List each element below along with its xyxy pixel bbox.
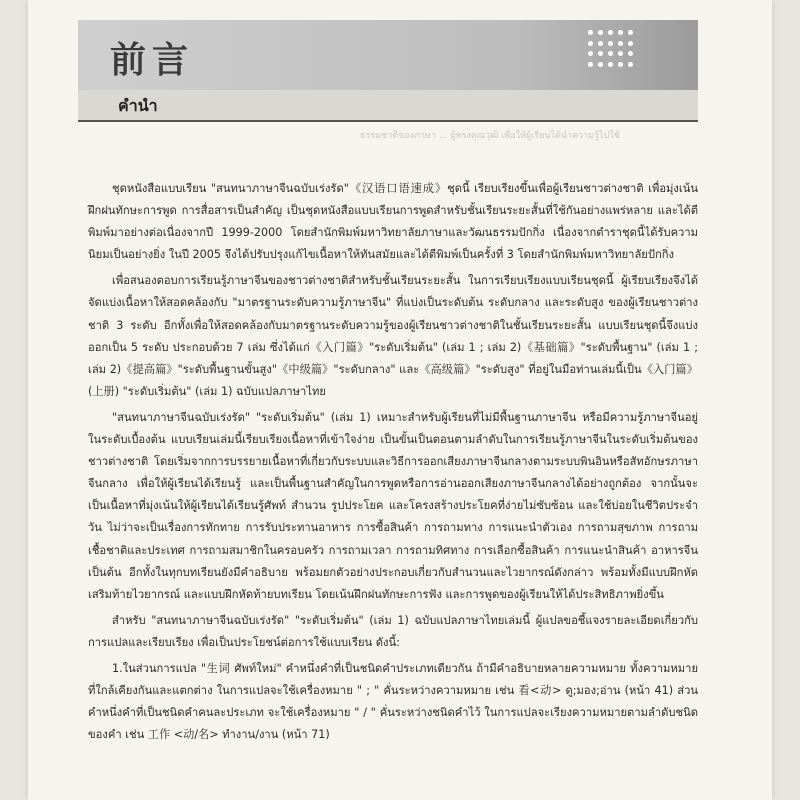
preface-body bbox=[88, 178, 698, 750]
paragraph: "สนทนาภาษาจีนฉบับเร่งรัด" "ระดับเริ่มต้น" (เล่ม 1) เหมาะสำหรับผู้เรียนที่ไม่มีพื้นฐานภาษาจีน หรือมีความรู้ภาษาจีนอยู่ในระดับเบื้องต้น แบบเรียนเล่มนี้เรียบเรียงเนื้อหาที่เข้าใจง่าย เป็นขั้นเป็นตอนตามลำดับในการเรียนรู้ภาษาจีนในระดับเริ่มต้นของชาวต่างชาติ โดยเริ่มจากการบรรยายเนื้อหาที่เกี่ยวกับระบบและวิธีการออกเสียงภาษาจีนกลางตามระบบพินอินหรือสัทอักษรภาษาจีนกลาง เพื่อให้ผู้เรียนได้เรียนรู้ และเป็นพื้นฐานสำคัญในการพูดหรือการอ่านออกเสียงภาษาจีนกลางได้อย่างถูกต้อง จากนั้นจะเป็นเนื้อหาที่มุ่งเน้นให้ผู้เรียนได้เรียนรู้ศัพท์ สำนวน รูปประโยค และโครงสร้างประโยคที่ง่ายไม่ซับซ้อน และใช้บ่อยในชีวิตประจำวัน ไม่ว่าจะเป็นเรื่องการทักทาย การรับประทานอาหาร การซื้อสินค้า การถามทาง การแนะนำตัวเอง การถามสุขภาพ การถามเชื้อชาติและประเทศ การถามสมาชิกในครอบครัว การถามเวลา การถามทิศทาง การเลือกซื้อสินค้า การแนะนำสินค้า อาหารจีน เป็นต้น อีกทั้งในทุกบทเรียนยังมีคำอธิบาย พร้อมยกตัวอย่างประกอบเกี่ยวกับสำนวนและไวยากรณ์ดังกล่าว พร้อมทั้งมีแบบฝึกหัดเสริมท้ายไวยากรณ์ และแบบฝึกหัดท้ายบทเรียน โดยเน้นฝึกฝนทักษะการฟัง และการพูดของผู้เรียนให้ได้ประสิทธิภาพยิ่งขึ้น bbox=[88, 410, 698, 601]
paragraph: ชุดหนังสือแบบเรียน "สนทนาภาษาจีนฉบับเร่งรัด"《汉语口语速成》ชุดนี้ เรียบเรียงขึ้นเพื่อผู้เรียนชาวต่างชาติ เพื่อมุ่งเน้นฝึกฝนทักษะการพูด การสื่อสารเป็นสำคัญ เป็นชุดหนังสือแบบเรียนการพูดสำหรับชั้นเรียนระยะสั้นที่ใช้กันอย่างแพร่หลาย และได้ตีพิมพ์มาอย่างต่อเนื่องจากปี 1999-2000 โดยสำนักพิมพ์มหาวิทยาลัยภาษาและวัฒนธรรมปักกิ่ง เนื่องจากตำราชุดนี้ได้รับความนิยมเป็นอย่างยิ่ง ในปี 2005 จึงได้ปรับปรุงแก้ไขเนื้อหาให้ทันสมัยและได้ตีพิมพ์เป็นครั้งที่ 3 โดยสำนักพิมพ์มหาวิทยาลัยปักกิ่ง bbox=[88, 182, 698, 262]
dot-grid-icon bbox=[588, 30, 636, 70]
paragraph: เพื่อสนองตอบการเรียนรู้ภาษาจีนของชาวต่างชาติสำหรับชั้นเรียนระยะสั้น ในการเรียบเรียงแบบเรียนชุดนี้ ผู้เรียบเรียงจึงได้จัดแบ่งเนื้อหาให้สอดคล้องกับ "มาตรฐานระดับความรู้ภาษาจีน" ที่แบ่งเป็นระดับต้น ระดับกลาง และระดับสูง ของผู้เรียนชาวต่างชาติ 3 ระดับ อีกทั้งเพื่อให้สอดคล้องกับมาตรฐานระดับความรู้ของผู้เรียนชาวต่างชาติในชั้นเรียนระยะสั้น แบบเรียนชุดนี้จึงแบ่งออกเป็น 5 ระดับ ประกอบด้วย 7 เล่ม ซึ่งได้แก่《入门篇》"ระดับเริ่มต้น" (เล่ม 1 ; เล่ม 2)《基础篇》"ระดับพื้นฐาน" (เล่ม 1 ; เล่ม 2)《提高篇》"ระดับพื้นฐานขั้นสูง"《中级篇》"ระดับกลาง" และ《高级篇》"ระดับสูง" ที่อยู่ในมือท่านเล่มนี้เป็น《入门篇》(上册) "ระดับเริ่มต้น" (เล่ม 1) ฉบับแปลภาษาไทย bbox=[88, 274, 698, 398]
paragraph: สำหรับ "สนทนาภาษาจีนฉบับเร่งรัด" "ระดับเริ่มต้น" (เล่ม 1) ฉบับแปลภาษาไทยเล่มนี้ ผู้แปลขอชี้แจงรายละเอียดเกี่ยวกับการแปลและเรียบเรียง เพื่อเป็นประโยชน์ต่อการใช้แบบเรียน ดังนี้: bbox=[88, 613, 698, 649]
bleed-through-text: ธรรมชาติของภาษา ... ผู้ทรงคุณวุฒิ เพื่อให้ผู้เรียนได้นำความรู้ไปใช้ bbox=[360, 131, 620, 141]
page-title: 前言 bbox=[110, 40, 195, 81]
paragraph: 1.ในส่วนการแปล "生词 ศัพท์ใหม่" คำหนึ่งคำที่เป็นชนิดคำประเภทเดียวกัน ถ้ามีคำอธิบายหลายความหมาย ทั้งความหมายที่ใกล้เคียงกันและแตกต่าง ในการแปลจะใช้เครื่องหมาย " ; " คั่นระหว่างความหมาย เช่น 看<动> ดู;มอง;อ่าน (หน้า 41) ส่วนคำหนึ่งคำที่เป็นชนิดคำคนละประเภท จะใช้เครื่องหมาย " / " คั่นระหว่างชนิดคำไว้ ในการแปลจะเรียงความหมายตามลำดับชนิดของคำ เช่น 工作 <动/名> ทำงาน/งาน (หน้า 71) bbox=[88, 661, 698, 742]
subtitle-bar bbox=[78, 90, 698, 122]
page-subtitle: คำนำ bbox=[118, 96, 158, 115]
